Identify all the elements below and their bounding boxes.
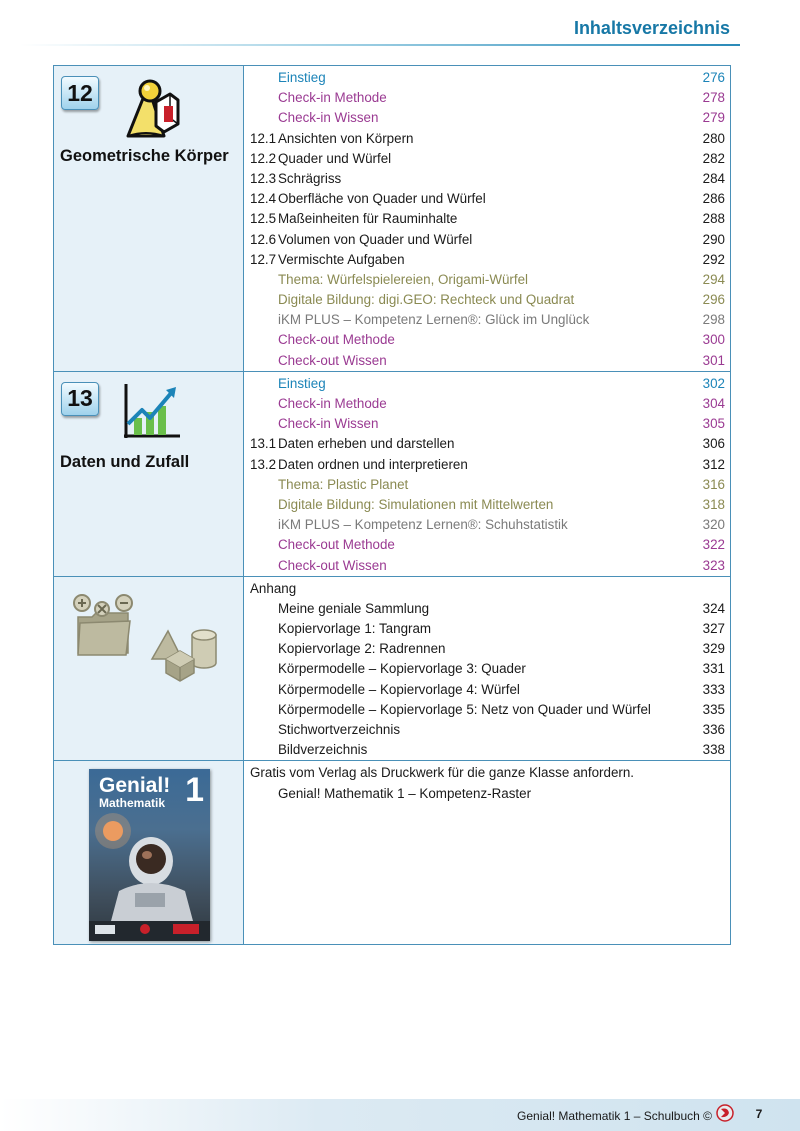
toc-entry	[244, 108, 726, 128]
appendix-heading-label: Anhang	[250, 580, 297, 596]
entry-label: Thema: Würfelspielereien, Origami-Würfel	[278, 271, 529, 287]
extra-sidebar	[54, 761, 244, 945]
extra-item-label: Genial! Mathematik 1 – Kompetenz-Raster	[278, 785, 532, 801]
toc-entry	[244, 310, 726, 330]
entry-label: Körpermodelle – Kopiervorlage 5: Netz von Quader und Würfel	[278, 701, 651, 717]
entry-page: 286	[702, 191, 725, 207]
appendix-entry-list	[244, 599, 726, 761]
toc-entry	[244, 290, 726, 310]
appendix-entry	[244, 639, 726, 659]
book-cover-image	[89, 769, 210, 941]
entry-page: 333	[702, 681, 725, 697]
entry-number: 12.3	[250, 170, 277, 186]
chapter-entries-13	[244, 371, 731, 576]
chapter-number-badge: 13	[61, 382, 99, 416]
entry-number	[244, 619, 278, 639]
entry-page: 336	[702, 722, 725, 737]
entry-page: 276	[702, 70, 725, 85]
extra-entries	[244, 761, 731, 945]
entry-label: Ansichten von Körpern	[278, 130, 414, 146]
entry-page: 322	[702, 537, 725, 553]
entry-page: 280	[702, 130, 725, 146]
toc-entry	[244, 495, 726, 515]
entry-label: iKM PLUS – Kompetenz Lernen®: Schuhstatistik	[278, 517, 568, 533]
entry-number: 13.1	[250, 436, 277, 452]
entry-label: Digitale Bildung: Simulationen mit Mittelwerten	[278, 496, 554, 512]
chapter-sidebar-13	[54, 371, 244, 576]
chapter-row-12	[54, 66, 731, 372]
toc-entry	[244, 455, 726, 475]
entry-number	[244, 475, 278, 495]
toc-entry	[244, 394, 726, 414]
entry-label: Daten ordnen und interpretieren	[278, 456, 468, 472]
entry-number	[244, 535, 278, 555]
toc-entry	[244, 330, 726, 350]
entry-label: Thema: Plastic Planet	[278, 476, 409, 492]
entry-label: Schrägriss	[278, 170, 342, 186]
entry-page: 312	[702, 456, 725, 472]
entry-number	[244, 394, 278, 414]
chapter-entries-12	[244, 66, 731, 372]
entry-label: iKM PLUS – Kompetenz Lernen®: Glück im Unglück	[278, 312, 590, 328]
header-rule	[20, 44, 740, 46]
entry-page: 329	[702, 641, 725, 657]
entry-number	[244, 720, 278, 740]
entry-number: 12.7	[250, 251, 277, 267]
entry-page: 288	[702, 211, 725, 227]
entry-list	[244, 66, 730, 371]
entry-number	[244, 68, 278, 88]
entry-list	[244, 761, 730, 803]
toc-entry	[244, 556, 726, 576]
entry-label: Körpermodelle – Kopiervorlage 3: Quader	[278, 661, 526, 677]
appendix-folder-solids-icon	[70, 591, 220, 683]
toc-entry	[244, 209, 726, 229]
entry-label: Check-in Methode	[278, 396, 387, 411]
entry-label: Check-out Wissen	[278, 557, 387, 573]
entry-page: 300	[702, 332, 725, 348]
entry-label: Check-in Wissen	[278, 110, 379, 126]
entry-number	[244, 515, 278, 535]
toc-entry	[244, 515, 726, 535]
entry-label: Einstieg	[278, 375, 326, 391]
entry-label: Einstieg	[278, 70, 326, 85]
entry-page: 282	[702, 150, 725, 166]
toc-entry	[244, 68, 726, 88]
toc-entry	[244, 169, 726, 189]
entry-label: Check-in Methode	[278, 90, 387, 106]
page-title: Inhaltsverzeichnis	[573, 18, 730, 38]
extra-note-text: Gratis vom Verlag als Druckwerk für die ganze Klasse anfordern.	[250, 765, 635, 781]
appendix-entry	[244, 659, 726, 679]
appendix-entry	[244, 599, 726, 619]
entry-number: 12.5	[250, 211, 277, 227]
entry-number	[244, 330, 278, 350]
entry-number	[244, 351, 278, 371]
entry-number	[244, 374, 278, 394]
entry-page: 323	[702, 557, 725, 573]
entry-number	[244, 108, 278, 128]
entry-number	[244, 680, 278, 700]
entry-page: 301	[702, 352, 725, 368]
entry-label: Kopiervorlage 1: Tangram	[278, 621, 432, 637]
extra-item	[244, 784, 726, 804]
toc-entry	[244, 189, 726, 209]
entry-number	[244, 414, 278, 434]
toc-entry	[244, 250, 726, 270]
appendix-sidebar	[54, 576, 244, 761]
entry-page: 298	[702, 312, 725, 328]
chapter-row-13	[54, 371, 731, 576]
entry-number	[244, 556, 278, 576]
entry-label: Volumen von Quader und Würfel	[278, 231, 473, 247]
toc-entry	[244, 374, 726, 394]
entry-label: Quader und Würfel	[278, 150, 392, 166]
toc-entry	[244, 414, 726, 434]
toc-entry	[244, 129, 726, 149]
entry-label: Kopiervorlage 2: Radrennen	[278, 641, 446, 657]
entry-number: 12.1	[250, 130, 277, 146]
entry-number	[244, 659, 278, 679]
toc-entry	[244, 149, 726, 169]
entry-page: 292	[702, 251, 725, 267]
entry-page: 296	[702, 292, 725, 308]
entry-number	[244, 270, 278, 290]
entry-page: 294	[702, 271, 725, 287]
entry-number: 12.6	[250, 231, 277, 247]
entry-number	[244, 88, 278, 108]
entry-label: Check-out Methode	[278, 332, 395, 348]
entry-page: 335	[702, 701, 725, 717]
entry-page: 284	[702, 170, 725, 186]
entry-page: 327	[702, 621, 725, 637]
extra-row	[54, 761, 731, 945]
toc-entry	[244, 88, 726, 108]
entry-number	[244, 639, 278, 659]
entry-page: 304	[702, 396, 725, 411]
entry-label: Körpermodelle – Kopiervorlage 4: Würfel	[278, 681, 520, 697]
appendix-entry	[244, 740, 726, 760]
entry-page: 316	[702, 476, 725, 492]
entry-page: 305	[702, 416, 725, 432]
toc-table	[53, 65, 731, 945]
entry-page: 290	[702, 231, 725, 247]
appendix-entry	[244, 619, 726, 639]
entry-label: Vermischte Aufgaben	[278, 251, 405, 267]
book-cover-subtitle: Mathematik	[99, 796, 166, 811]
line-chart-icon	[120, 380, 182, 442]
entry-page: 306	[702, 436, 725, 452]
toc-entry	[244, 475, 726, 495]
entry-page: 302	[702, 375, 725, 391]
entry-number	[244, 290, 278, 310]
entry-number	[244, 495, 278, 515]
toc-entry	[244, 434, 726, 454]
entry-page: 331	[702, 661, 725, 677]
toc-entry	[244, 535, 726, 555]
book-cover-number: 1	[185, 771, 204, 810]
entry-number: 12.2	[250, 150, 277, 166]
geometric-solids-icon	[120, 74, 180, 140]
toc-entry	[244, 270, 726, 290]
entry-page: 279	[702, 110, 725, 126]
chapter-title: Geometrische Körper	[60, 147, 229, 165]
astronaut-illustration-icon	[89, 809, 210, 941]
entry-page: 278	[702, 90, 725, 106]
entry-number	[244, 310, 278, 330]
appendix-entries	[244, 576, 731, 761]
entry-label: Check-in Wissen	[278, 416, 379, 432]
entry-list	[244, 372, 730, 576]
entry-number: 12.4	[250, 191, 277, 207]
appendix-entry	[244, 720, 726, 740]
entry-number	[244, 784, 278, 804]
entry-label: Digitale Bildung: digi.GEO: Rechteck und Quadrat	[278, 292, 575, 308]
publisher-logo-icon	[716, 1104, 734, 1122]
page-number: 7	[755, 1107, 763, 1121]
entry-label: Check-out Wissen	[278, 352, 387, 368]
entry-label: Bildverzeichnis	[278, 742, 368, 758]
toc-entry	[244, 230, 726, 250]
footer-text: Genial! Mathematik 1 – Schulbuch ©	[517, 1109, 712, 1123]
entry-page: 318	[702, 496, 725, 512]
entry-label: Maßeinheiten für Rauminhalte	[278, 211, 458, 227]
entry-page: 320	[702, 517, 725, 533]
appendix-entry	[244, 700, 726, 720]
toc-entry	[244, 351, 726, 371]
entry-number	[244, 740, 278, 760]
chapter-number-badge: 12	[61, 76, 99, 110]
entry-page: 338	[702, 742, 725, 758]
entry-label: Stichwortverzeichnis	[278, 722, 401, 737]
extra-note	[244, 763, 726, 783]
entry-number	[244, 700, 278, 720]
appendix-row	[54, 576, 731, 761]
entry-page: 324	[702, 600, 725, 616]
appendix-heading	[244, 579, 726, 599]
entry-label: Check-out Methode	[278, 537, 395, 553]
appendix-entry	[244, 680, 726, 700]
chapter-sidebar-12	[54, 66, 244, 372]
book-cover-title: Genial!	[99, 774, 171, 798]
entry-list	[244, 577, 730, 761]
entry-number: 13.2	[250, 456, 277, 472]
chapter-title: Daten und Zufall	[60, 452, 190, 471]
entry-label: Meine geniale Sammlung	[278, 600, 430, 616]
entry-label: Daten erheben und darstellen	[278, 436, 455, 452]
entry-label: Oberfläche von Quader und Würfel	[278, 191, 486, 207]
entry-number	[244, 599, 278, 619]
